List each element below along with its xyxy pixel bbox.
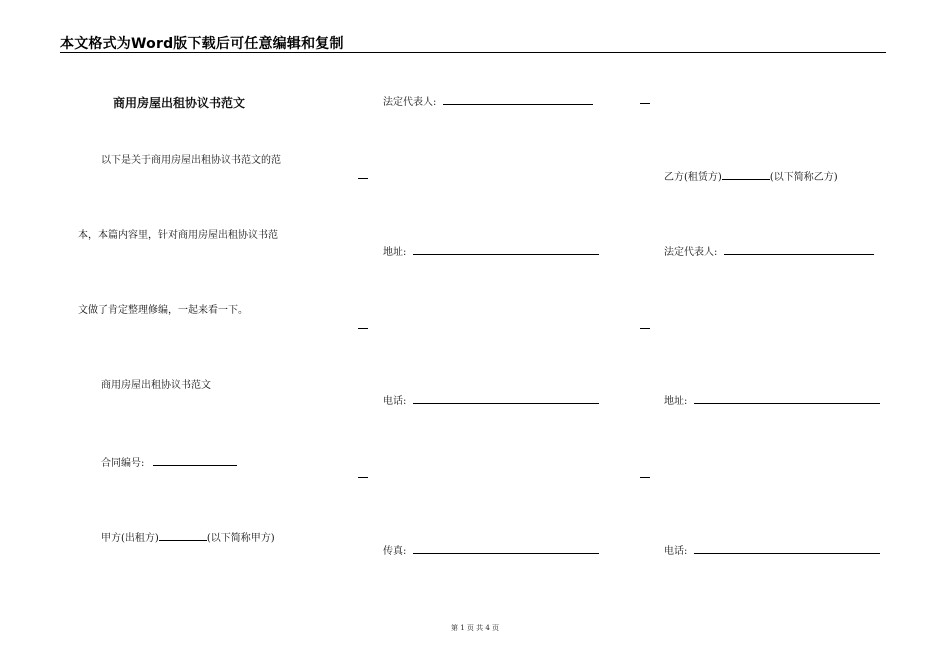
party-a-blank <box>159 530 207 541</box>
separator-dash <box>640 477 650 478</box>
party-b-legal-rep-field <box>664 244 874 259</box>
party-b-line <box>664 169 838 184</box>
separator-dash <box>640 328 650 329</box>
separator-dash <box>358 178 368 179</box>
document-title: 商用房屋出租协议书范文 <box>113 96 246 110</box>
party-b-prefix: 乙方(租赁方) <box>664 172 722 183</box>
party-a-legal-rep-label: 法定代表人: <box>383 97 437 108</box>
intro-line-3: 文做了肯定整理修编，一起来看一下。 <box>78 305 248 316</box>
party-b-suffix: (以下简称乙方) <box>769 172 838 183</box>
party-b-address-label: 地址: <box>664 396 688 407</box>
party-a-legal-rep-blank <box>443 94 593 105</box>
party-a-line <box>101 530 275 545</box>
separator-dash <box>358 477 368 478</box>
party-a-prefix: 甲方(出租方) <box>101 533 159 544</box>
contract-number-label: 合同编号: <box>101 458 145 469</box>
header-rule <box>60 52 886 53</box>
page-footer: 第 1 页 共 4 页 <box>450 624 500 632</box>
subtitle: 商用房屋出租协议书范文 <box>101 380 211 391</box>
party-a-suffix: (以下简称甲方) <box>206 533 275 544</box>
party-a-address-field <box>383 244 599 259</box>
party-a-phone-blank <box>413 393 599 404</box>
party-a-fax-blank <box>413 543 599 554</box>
intro-line-1: 以下是关于商用房屋出租协议书范文的范 <box>101 155 281 166</box>
party-a-fax-label: 传真: <box>383 546 407 557</box>
party-b-address-field <box>664 393 880 408</box>
separator-dash <box>640 103 650 104</box>
party-a-address-label: 地址: <box>383 247 407 258</box>
party-a-fax-field <box>383 543 599 558</box>
separator-dash <box>358 328 368 329</box>
party-a-phone-label: 电话: <box>383 396 407 407</box>
party-b-legal-rep-label: 法定代表人: <box>664 247 718 258</box>
header-banner: 本文格式为Word版下载后可任意编辑和复制 <box>60 36 344 52</box>
party-b-phone-field <box>664 543 880 558</box>
contract-number-field <box>101 455 237 470</box>
party-b-legal-rep-blank <box>724 244 874 255</box>
party-b-phone-blank <box>694 543 880 554</box>
party-b-address-blank <box>694 393 880 404</box>
party-a-address-blank <box>413 244 599 255</box>
party-a-phone-field <box>383 393 599 408</box>
party-b-phone-label: 电话: <box>664 546 688 557</box>
contract-number-blank <box>153 455 237 466</box>
intro-line-2: 本，本篇内容里，针对商用房屋出租协议书范 <box>78 230 278 241</box>
party-b-blank <box>722 169 770 180</box>
party-a-legal-rep-field <box>383 94 593 109</box>
